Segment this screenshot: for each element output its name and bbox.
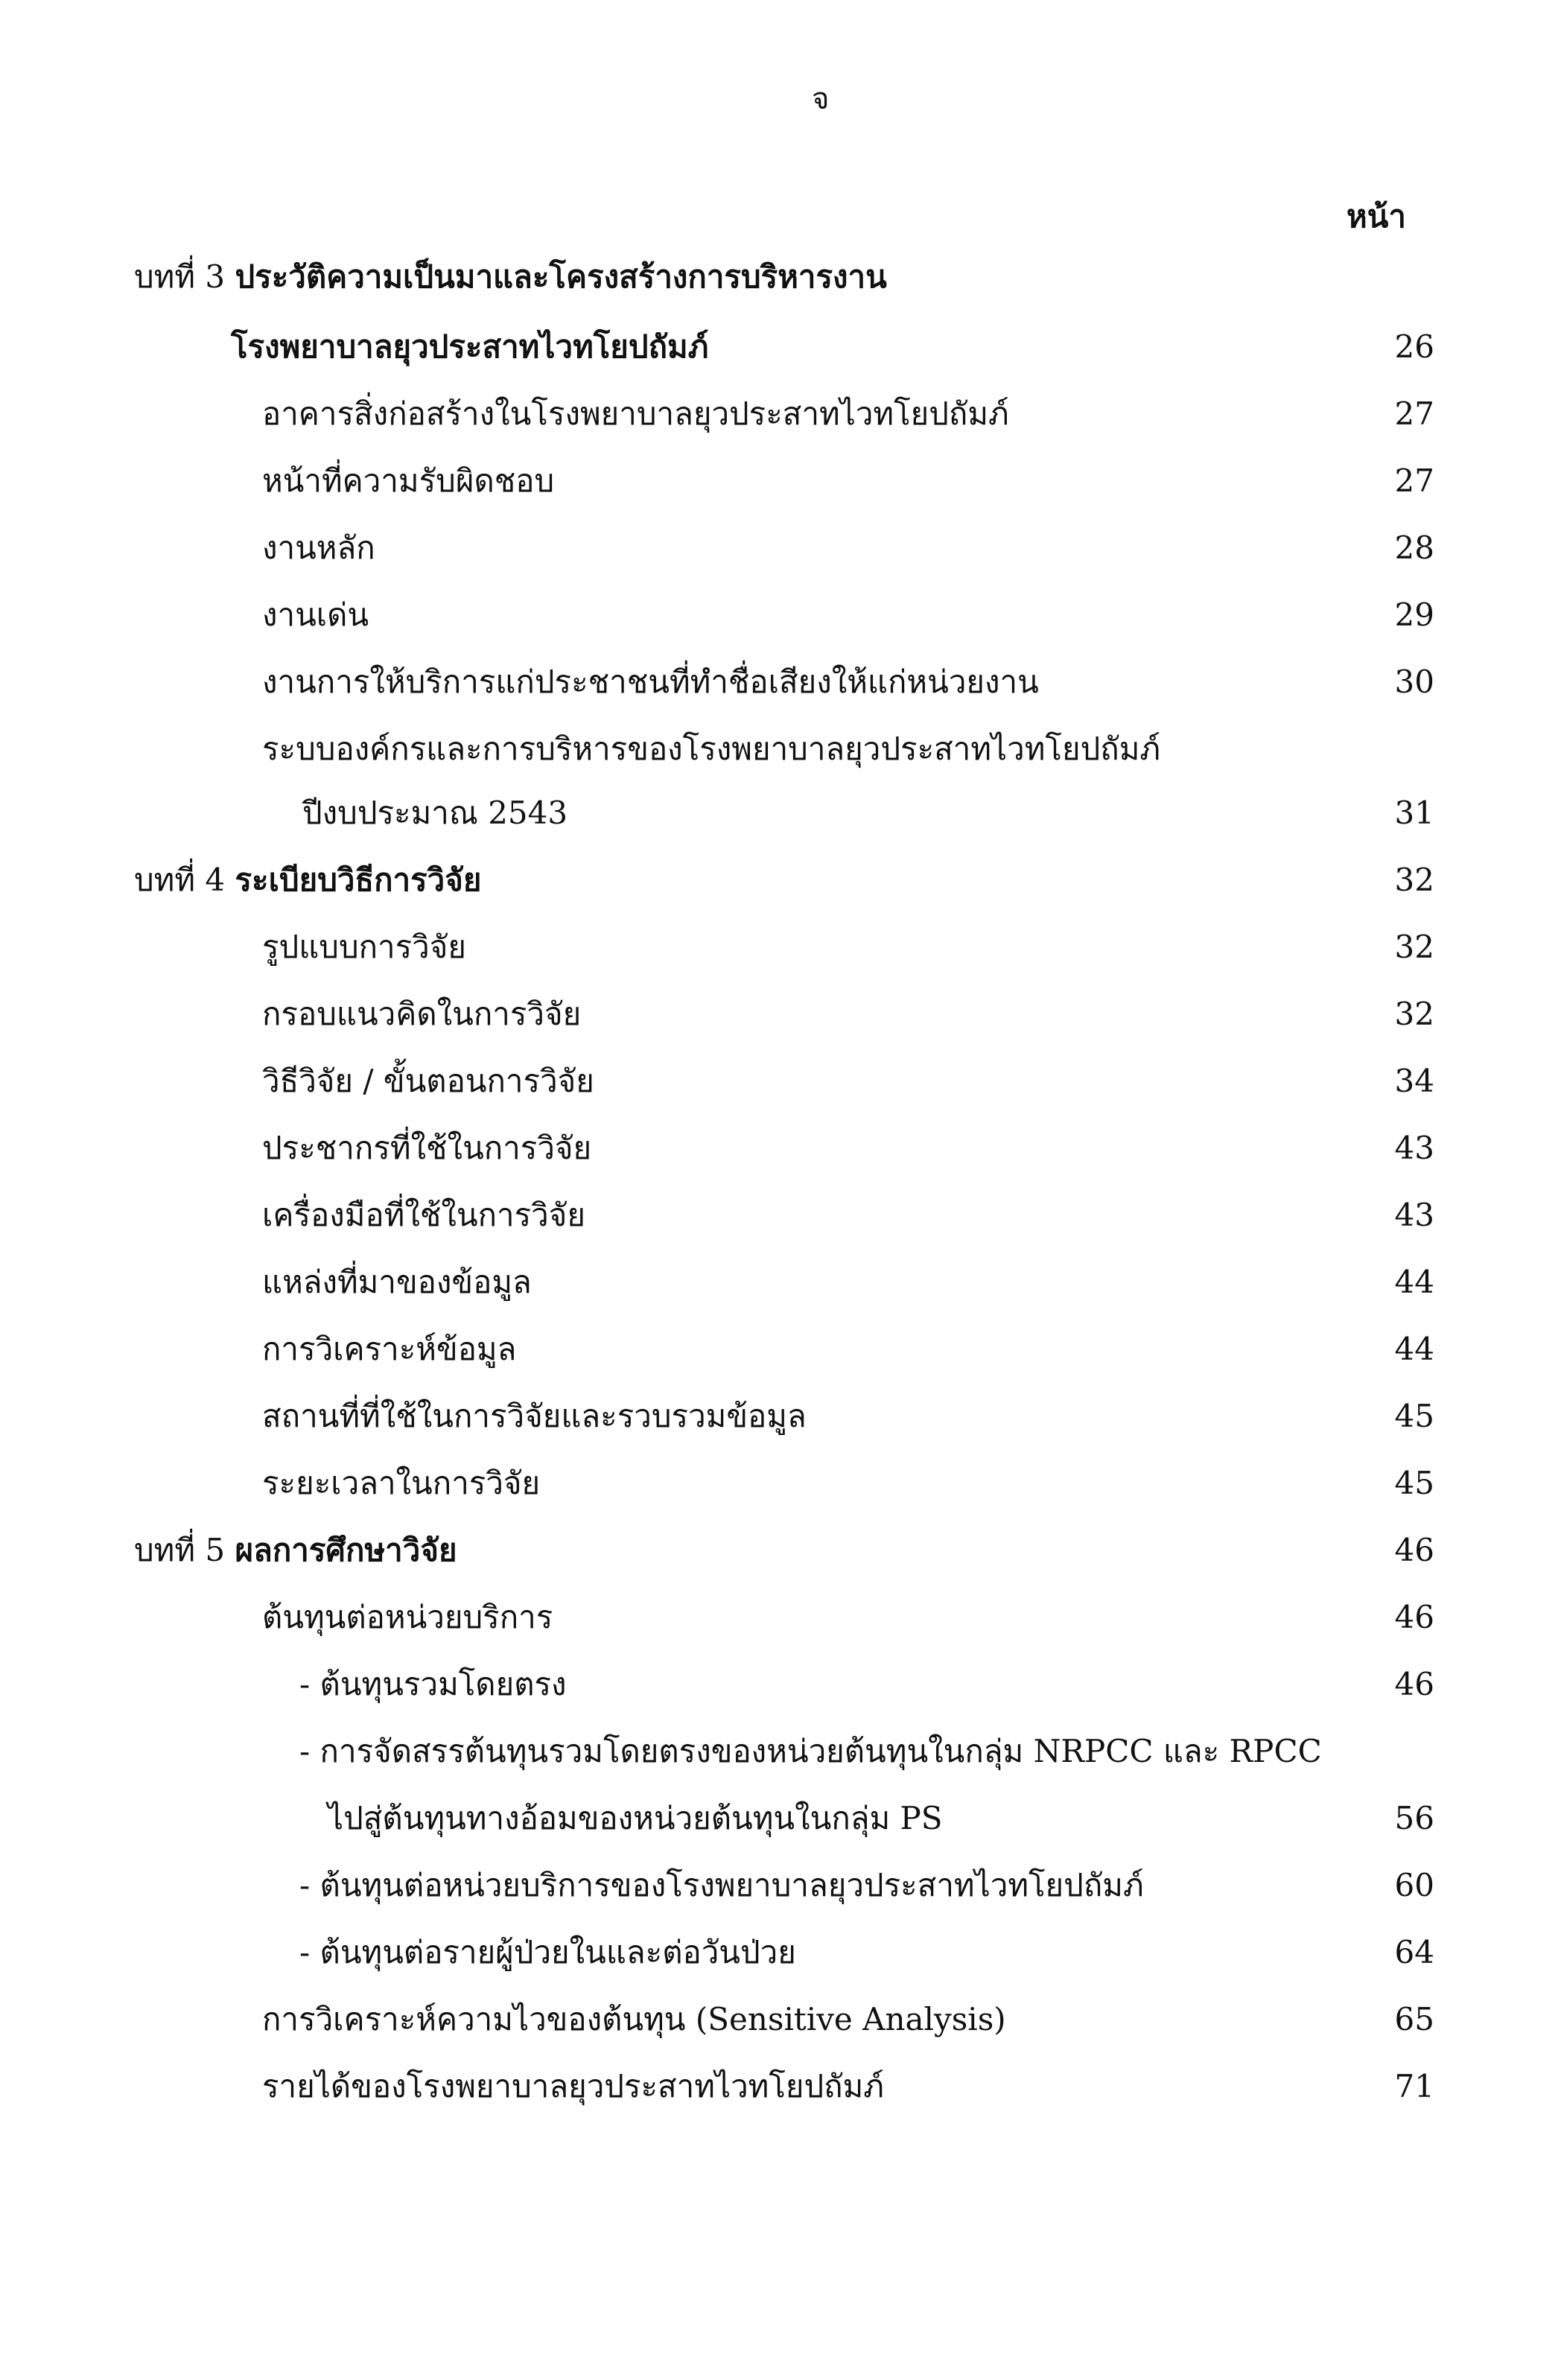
chapter-title: ระเบียบวิธีการวิจัย	[235, 862, 482, 898]
toc-entry	[0, 393, 1561, 453]
toc-entry-title: ประชากรที่ใช้ในการวิจัย	[262, 1130, 592, 1166]
toc-chapter-5	[0, 1530, 1561, 1589]
toc-page-number: 31	[1394, 795, 1434, 831]
toc-entry	[0, 728, 1561, 788]
toc-entry-title: - การจัดสรรต้นทุนรวมโดยตรงของหน่วยต้นทุนในกลุ่ม NRPCC และ RPCC	[299, 1733, 1322, 1769]
toc-page-number: 32	[1394, 996, 1434, 1032]
toc-entry-title: ระบบองค์กรและการบริหารของโรงพยาบาลยุวประสาทไวทโยปถัมภ์	[262, 731, 1161, 767]
toc-entry	[0, 1194, 1561, 1254]
chapter-label: บทที่ 3	[134, 258, 226, 295]
toc-entry-title: ระยะเวลาในการวิจัย	[262, 1465, 541, 1501]
toc-entry-title: ปีงบประมาณ 2543	[302, 795, 568, 831]
toc-page-number: 27	[1394, 395, 1434, 432]
toc-entry	[0, 2066, 1561, 2125]
toc-chapter-4	[0, 859, 1561, 919]
toc-entry	[0, 661, 1561, 721]
toc-subentry	[0, 1731, 1561, 1790]
toc-subentry	[0, 1865, 1561, 1924]
toc-entry-title: งานเด่น	[262, 596, 369, 633]
chapter-label: บทที่ 4	[134, 862, 226, 898]
toc-entry-title: หน้าที่ความรับผิดชอบ	[262, 462, 555, 499]
toc-entry	[0, 1463, 1561, 1522]
toc-page-number: 28	[1394, 529, 1434, 566]
toc-entry-title: - ต้นทุนต่อหน่วยบริการของโรงพยาบาลยุวประสาทไวทโยปถัมภ์	[299, 1867, 1144, 1903]
toc-page-number: 45	[1394, 1398, 1434, 1434]
toc-entry-title: สถานที่ที่ใช้ในการวิจัยและรวบรวมข้อมูล	[262, 1398, 807, 1434]
toc-entry-title: ต้นทุนต่อหน่วยบริการ	[262, 1599, 553, 1635]
chapter-title: ประวัติความเป็นมาและโครงสร้างการบริหารงาน	[235, 258, 887, 295]
toc-page-number: 46	[1394, 1599, 1434, 1635]
toc-entry	[0, 926, 1561, 986]
chapter-title: ผลการศึกษาวิจัย	[235, 1532, 457, 1568]
toc-entry-continuation	[0, 1798, 1561, 1857]
toc-subentry	[0, 1664, 1561, 1723]
toc-page-number: 45	[1394, 1465, 1434, 1501]
toc-page-number: 43	[1394, 1130, 1434, 1166]
toc-entry	[0, 1597, 1561, 1656]
toc-entry	[0, 527, 1561, 587]
toc-page-number: 32	[1394, 862, 1434, 898]
toc-entry-title: การวิเคราะห์ความไวของต้นทุน (Sensitive Analysis)	[262, 2001, 1006, 2037]
toc-page-number: 46	[1394, 1666, 1434, 1702]
toc-page-number: 32	[1394, 929, 1434, 965]
toc-page-number: 29	[1394, 596, 1434, 633]
toc-page-number: 56	[1394, 1800, 1434, 1836]
toc-chapter-3	[0, 256, 1561, 316]
toc-page-number: 34	[1394, 1063, 1434, 1099]
toc-page-number: 30	[1394, 664, 1434, 700]
toc-entry	[0, 326, 1561, 386]
toc-entry-title: วิธีวิจัย / ขั้นตอนการวิจัย	[262, 1063, 594, 1099]
toc-entry	[0, 1261, 1561, 1321]
page-number-mark: จ	[812, 82, 830, 116]
toc-page-number: 44	[1394, 1264, 1434, 1300]
page-column-header: หน้า	[1347, 198, 1406, 235]
toc-page-number: 44	[1394, 1331, 1434, 1367]
toc-page-number: 43	[1394, 1197, 1434, 1233]
toc-entry	[0, 1127, 1561, 1187]
toc-page-number: 65	[1394, 2001, 1434, 2037]
toc-entry-title: รูปแบบการวิจัย	[262, 929, 466, 965]
toc-page-number: 60	[1394, 1867, 1434, 1903]
toc-entry	[0, 1060, 1561, 1120]
toc-entry-title: งานการให้บริการแก่ประชาชนที่ทำชื่อเสียงให้แก่หน่วยงาน	[262, 664, 1039, 700]
toc-entry-title: อาคารสิ่งก่อสร้างในโรงพยาบาลยุวประสาทไวทโยปถัมภ์	[262, 395, 1009, 432]
toc-entry-title: งานหลัก	[262, 529, 375, 566]
toc-page-number: 46	[1394, 1532, 1434, 1568]
toc-entry-title: กรอบแนวคิดในการวิจัย	[262, 996, 582, 1032]
toc-entry-title: การวิเคราะห์ข้อมูล	[262, 1331, 517, 1367]
toc-entry-title: โรงพยาบาลยุวประสาทไวทโยปถัมภ์	[231, 328, 709, 365]
toc-entry	[0, 594, 1561, 654]
toc-page-number: 26	[1394, 328, 1434, 365]
toc-page-number: 64	[1394, 1934, 1434, 1970]
toc-entry-title: รายได้ของโรงพยาบาลยุวประสาทไวทโยปถัมภ์	[262, 2068, 884, 2104]
toc-page-number: 27	[1394, 462, 1434, 499]
toc-entry-title: - ต้นทุนต่อรายผู้ป่วยในและต่อวันป่วย	[299, 1934, 796, 1970]
toc-entry	[0, 1329, 1561, 1388]
toc-entry	[0, 993, 1561, 1053]
toc-entry	[0, 1999, 1561, 2058]
toc-entry	[0, 1396, 1561, 1455]
toc-page-number: 71	[1394, 2068, 1434, 2104]
toc-entry-title: แหล่งที่มาของข้อมูล	[262, 1264, 532, 1300]
toc-subentry	[0, 1932, 1561, 1991]
toc-entry-continuation	[0, 792, 1561, 852]
toc-entry-title: - ต้นทุนรวมโดยตรง	[299, 1666, 567, 1702]
chapter-label: บทที่ 5	[134, 1532, 226, 1568]
toc-entry-title: เครื่องมือที่ใช้ในการวิจัย	[262, 1197, 585, 1233]
toc-entry	[0, 460, 1561, 520]
toc-entry-title: ไปสู่ต้นทุนทางอ้อมของหน่วยต้นทุนในกลุ่ม PS	[328, 1800, 943, 1836]
